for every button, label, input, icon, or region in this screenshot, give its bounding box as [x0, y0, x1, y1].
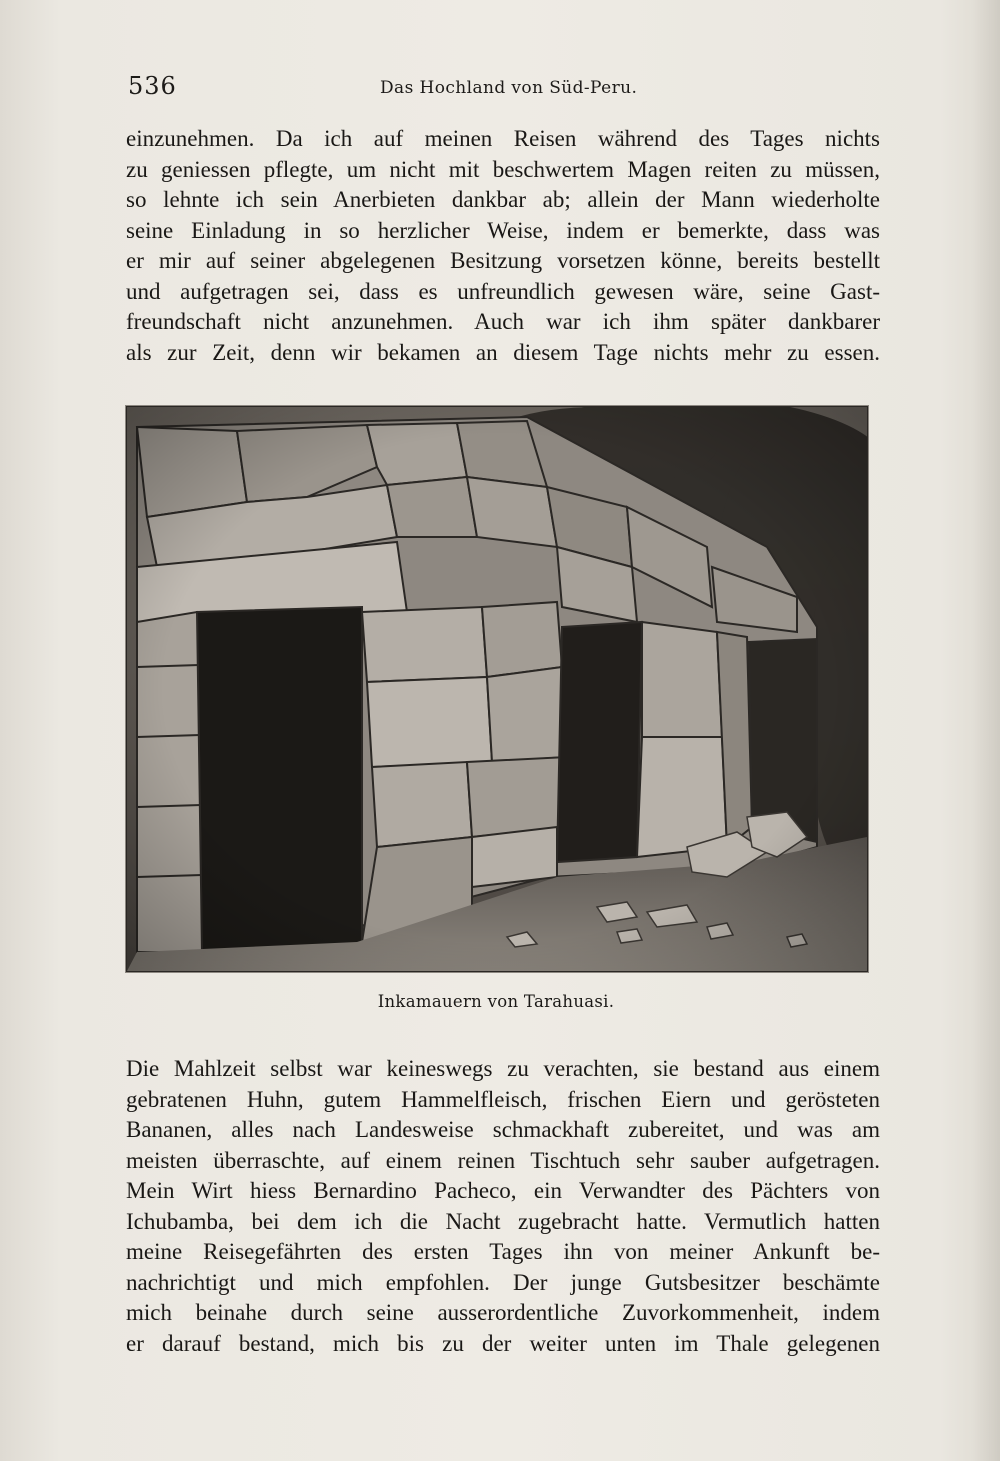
spine-shadow	[972, 0, 1000, 1461]
text-line: freundschaft nicht anzunehmen. Auch war ich ihm später dankbarer	[126, 309, 880, 334]
photo-plate	[126, 406, 868, 972]
text-line: und aufgetragen sei, dass es unfreundlich gewesen wäre, seine Gast-	[126, 278, 880, 304]
text-line: zu geniessen pflegte, um nicht mit beschwertem Magen reiten zu müssen,	[126, 156, 880, 182]
running-title: Das Hochland von Süd-Peru.	[380, 78, 638, 98]
text-line: mich beinahe durch seine ausserordentliche Zuvorkommenheit, indem	[126, 1300, 880, 1325]
text-line: er mir auf seiner abgelegenen Besitzung vorsetzen könne, bereits bestellt	[126, 248, 880, 273]
page-number: 536	[128, 72, 177, 100]
text-line: als zur Zeit, denn wir bekamen an diesem Tage nichts mehr zu essen.	[126, 339, 880, 365]
text-line: Bananen, alles nach Landesweise schmackhaft zubereitet, und was am	[126, 1117, 880, 1142]
text-line: Mein Wirt hiess Bernardino Pacheco, ein Verwandter des Pächters von	[126, 1178, 880, 1203]
text-line: er darauf bestand, mich bis zu der weiter unten im Thale gelegenen	[126, 1330, 880, 1356]
text-line: Die Mahlzeit selbst war keineswegs zu verachten, sie bestand aus einem	[126, 1056, 880, 1081]
inca-walls-photo	[127, 407, 867, 971]
paragraph-bottom	[126, 1054, 880, 1359]
paragraph-top	[126, 124, 880, 368]
text-line: nachrichtigt und mich empfohlen. Der junge Gutsbesitzer beschämte	[126, 1269, 880, 1295]
text-line: einzunehmen. Da ich auf meinen Reisen während des Tages nichts	[126, 126, 880, 151]
text-line: meisten überraschte, auf einem reinen Tischtuch sehr sauber aufgetragen.	[126, 1147, 880, 1173]
figure-caption: Inkamauern von Tarahuasi.	[377, 992, 615, 1011]
text-line: so lehnte ich sein Anerbieten dankbar ab; allein der Mann wiederholte	[126, 187, 880, 212]
running-head	[128, 72, 888, 102]
text-line: Ichubamba, bei dem ich die Nacht zugebracht hatte. Vermutlich hatten	[126, 1208, 880, 1234]
text-line: seine Einladung in so herzlicher Weise, indem er bemerkte, dass was	[126, 217, 880, 243]
text-line: gebratenen Huhn, gutem Hammelfleisch, frischen Eiern und gerösteten	[126, 1086, 880, 1112]
text-line: meine Reisegefährten des ersten Tages ihn von meiner Ankunft be-	[126, 1239, 880, 1264]
